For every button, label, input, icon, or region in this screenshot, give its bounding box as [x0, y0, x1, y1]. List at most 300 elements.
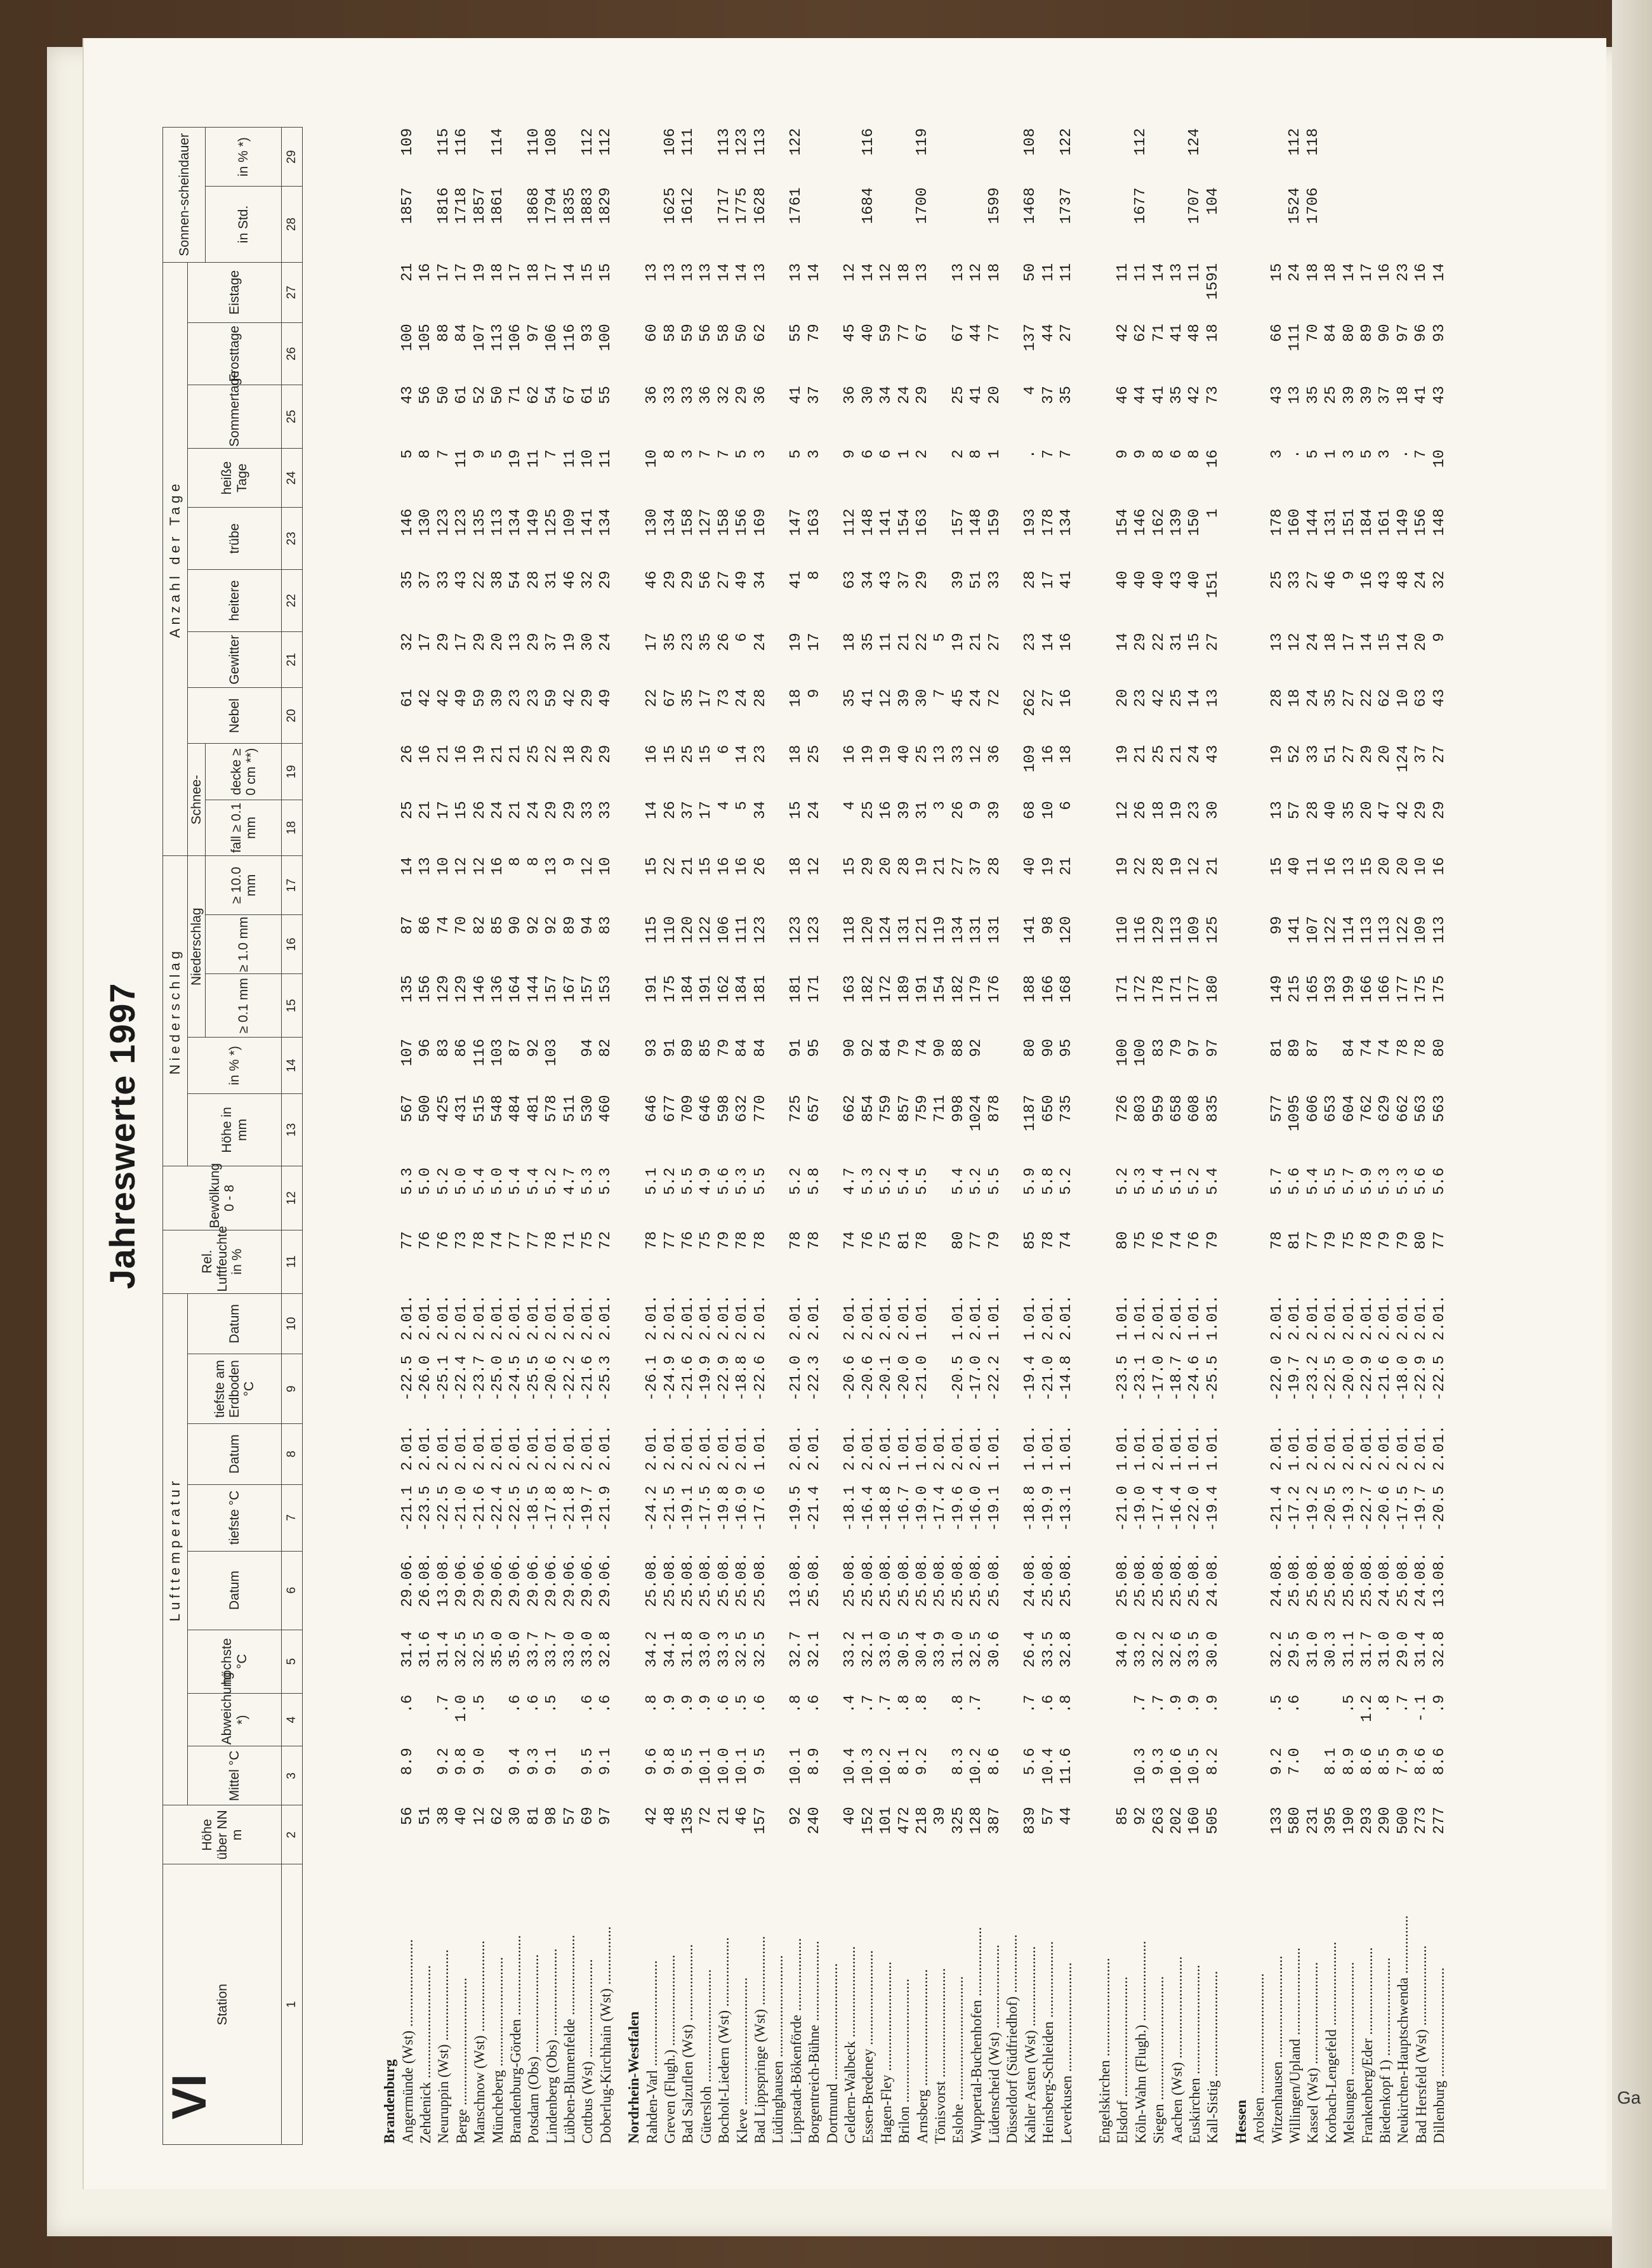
table-cell: .8 [788, 1694, 805, 1713]
table-cell [932, 448, 949, 507]
table-cell: 35.0 [507, 1631, 525, 1668]
table-cell [507, 127, 525, 186]
table-cell [1250, 1805, 1268, 1864]
table-cell: 10 [1040, 801, 1057, 820]
region-label: Nordrhein-Westfalen [626, 2011, 642, 2144]
table-cell: -22.5 [399, 1355, 417, 1401]
table-cell [1096, 1746, 1114, 1805]
table-cell: 15 [1359, 857, 1376, 876]
table-cell [823, 1805, 841, 1864]
table-cell [1250, 631, 1268, 687]
station-name: Angermünde (Wst) ........................ [399, 1939, 416, 2144]
table-cell: 29 [1413, 801, 1431, 820]
table-cell: 113 [751, 128, 769, 156]
table-cell [561, 1038, 579, 1093]
table-cell: 29.06. [561, 1552, 579, 1607]
table-cell [823, 631, 841, 687]
table-cell [1096, 322, 1114, 385]
table-cell: -23.2 [1304, 1355, 1322, 1401]
table-cell [823, 186, 841, 261]
table-cell: 16 [417, 263, 435, 282]
table-cell [1096, 385, 1114, 448]
table-cell: 80 [1413, 1231, 1431, 1249]
table-cell: 141 [1022, 916, 1040, 944]
table-cell: 40 [1150, 570, 1168, 590]
table-cell [1250, 1694, 1268, 1747]
table-cell: 25 [399, 801, 417, 820]
table-cell [1250, 1038, 1268, 1093]
table-cell: 5.2 [661, 1167, 679, 1196]
table-cell: 28 [751, 689, 769, 708]
table-cell: 118 [842, 916, 859, 944]
table-cell: 17 [805, 633, 823, 652]
table-cell [1250, 507, 1268, 569]
table-cell: 21 [489, 744, 507, 763]
table-cell: 39 [489, 689, 507, 708]
table-cell: 12 [1286, 633, 1304, 652]
table-cell [769, 127, 787, 186]
table-cell: 1861 [489, 187, 507, 224]
table-cell: 157 [579, 975, 597, 1003]
table-cell: 5.3 [399, 1167, 417, 1196]
table-cell: 18 [525, 263, 543, 282]
table-cell: 80 [1114, 1231, 1132, 1249]
table-cell: 76 [417, 1231, 435, 1249]
table-cell: 79 [1204, 1231, 1222, 1249]
table-cell: 79 [715, 1038, 733, 1057]
table-cell [1096, 1694, 1114, 1747]
table-cell: 98 [1040, 916, 1057, 935]
table-cell: -21.4 [1269, 1486, 1286, 1532]
table-cell: .6 [525, 1694, 543, 1713]
table-cell: 12 [1186, 857, 1204, 876]
table-cell: -19.0 [914, 1486, 932, 1532]
table-cell: 5.2 [543, 1167, 561, 1196]
table-cell: 20 [878, 857, 895, 876]
table-cell [1096, 127, 1114, 186]
table-cell: -19.1 [679, 1486, 697, 1532]
table-cell: 7 [932, 689, 949, 698]
table-cell: 5 [489, 449, 507, 459]
table-cell: 5.2 [1114, 1167, 1132, 1196]
table-cell [1250, 1484, 1268, 1551]
table-cell: 29 [597, 570, 615, 590]
table-cell: 8.9 [805, 1748, 823, 1776]
table-cell: 646 [697, 1095, 715, 1123]
table-cell: 10.3 [859, 1748, 877, 1784]
table-cell: 135 [679, 1807, 697, 1835]
table-cell: 93 [1431, 324, 1448, 343]
table-cell: 2.01. [1150, 1425, 1168, 1471]
table-cell: 21 [417, 801, 435, 820]
table-cell: 15 [453, 801, 471, 820]
table-cell: 61 [399, 689, 417, 708]
table-cell: -16.4 [1168, 1486, 1186, 1532]
station-name: Berge ................................... [453, 1977, 470, 2144]
table-cell: 83 [435, 1038, 453, 1057]
table-cell: -20.0 [1340, 1355, 1358, 1401]
table-cell: 9.3 [1150, 1748, 1168, 1776]
table-cell: 37 [968, 857, 986, 876]
table-cell: -25.0 [489, 1355, 507, 1401]
table-cell: 95 [805, 1038, 823, 1057]
table-cell: 122 [1323, 916, 1340, 944]
table-cell: 19 [949, 633, 967, 652]
table-row [1132, 127, 1150, 2145]
table-cell: 16 [1377, 263, 1394, 282]
group-gap [1086, 127, 1096, 2145]
table-cell [417, 186, 435, 261]
table-cell: 759 [914, 1095, 932, 1123]
table-cell: 34 [751, 570, 769, 590]
table-cell: 1857 [471, 187, 489, 224]
table-cell: 98 [543, 1807, 561, 1826]
table-cell: 51 [417, 1807, 435, 1826]
table-cell: 29 [679, 570, 697, 590]
table-cell: .6 [1040, 1694, 1057, 1713]
table-cell: 23 [1186, 801, 1204, 820]
table-cell: 25 [1269, 570, 1286, 590]
table-cell [1003, 448, 1021, 507]
table-row [1340, 127, 1358, 2145]
table-cell: 44 [1058, 1807, 1076, 1826]
table-cell: 156 [1413, 508, 1431, 536]
table-cell: 17 [435, 801, 453, 820]
table-cell: 5.2 [435, 1167, 453, 1196]
table-cell: 4 [842, 801, 859, 810]
table-row [751, 127, 769, 2145]
table-cell: 2.01. [1394, 1425, 1412, 1471]
table-cell: 175 [1413, 975, 1431, 1003]
table-cell [932, 1166, 949, 1230]
table-cell: 24.08. [1377, 1552, 1394, 1607]
table-cell: .9 [1204, 1694, 1222, 1713]
table-cell: 1.01. [1040, 1425, 1057, 1471]
table-cell: 4 [1022, 386, 1040, 395]
table-cell: 151 [1204, 570, 1222, 598]
table-cell: .8 [914, 1694, 932, 1713]
table-cell [1250, 127, 1268, 186]
table-cell: 62 [489, 1807, 507, 1826]
table-cell: 16 [417, 744, 435, 763]
table-cell: 96 [1413, 324, 1431, 343]
table-cell [932, 1293, 949, 1354]
table-cell: 5.3 [579, 1167, 597, 1196]
table-cell: 19 [1168, 801, 1186, 820]
table-cell: 171 [805, 975, 823, 1003]
table-cell [769, 915, 787, 974]
table-cell: 166 [1359, 975, 1376, 1003]
table-cell: 110 [525, 128, 543, 156]
table-cell: 2.01. [1394, 1295, 1412, 1341]
table-cell: 134 [597, 508, 615, 536]
table-cell: 12 [453, 857, 471, 876]
header-nied-1: ≥ 1.0 mm [206, 915, 282, 974]
table-cell: 40 [1022, 857, 1040, 876]
table-cell: 38 [489, 570, 507, 590]
table-cell [1096, 1354, 1114, 1424]
table-cell: 3 [932, 801, 949, 810]
table-cell: 59 [679, 324, 697, 343]
station-name: Lippstadt-Bökenförde .................... [788, 1938, 804, 2144]
table-cell [895, 186, 913, 261]
table-cell: 7.0 [1286, 1748, 1304, 1776]
table-cell: 17 [644, 633, 661, 652]
table-cell: 5.4 [1150, 1167, 1168, 1196]
table-cell: 78 [751, 1231, 769, 1249]
table-cell: 25.08. [842, 1552, 859, 1607]
table-row [1096, 127, 1114, 2145]
table-cell: 759 [878, 1095, 895, 1123]
table-cell: 1.2 [1359, 1694, 1376, 1722]
table-cell: .7 [968, 1694, 986, 1713]
table-cell: 563 [1431, 1095, 1448, 1123]
table-cell: .9 [1168, 1694, 1186, 1713]
table-cell: 1591 [1204, 263, 1222, 300]
table-cell: 21 [1168, 744, 1186, 763]
table-cell: 78 [914, 1231, 932, 1249]
table-row [1150, 127, 1168, 2145]
table-cell: 19 [471, 744, 489, 763]
table-cell: 580 [1286, 1807, 1304, 1835]
table-cell [1096, 856, 1114, 915]
table-cell: 184 [679, 975, 697, 1003]
table-cell: 30.5 [895, 1631, 913, 1668]
table-cell: 25.08. [805, 1552, 823, 1607]
table-cell: 1.01. [1132, 1425, 1150, 1471]
table-cell: 25.08. [949, 1552, 967, 1607]
column-number: 28 [282, 187, 303, 262]
table-cell: 84 [751, 1038, 769, 1057]
table-cell: -20.6 [859, 1355, 877, 1401]
table-cell [769, 1166, 787, 1230]
table-cell: 40 [1286, 857, 1304, 876]
table-cell: 29 [1431, 801, 1448, 820]
table-cell: 86 [453, 1038, 471, 1057]
table-cell: 1095 [1286, 1095, 1304, 1131]
table-cell: 74 [489, 1231, 507, 1249]
table-cell: 148 [859, 508, 877, 536]
table-cell: 31 [914, 801, 932, 820]
table-cell: 34.2 [644, 1631, 661, 1668]
table-cell: 26 [661, 801, 679, 820]
table-cell: 21 [968, 633, 986, 652]
table-cell: 9.2 [1269, 1748, 1286, 1776]
table-cell [1377, 127, 1394, 186]
table-cell: 78 [734, 1231, 751, 1249]
table-cell: 653 [1323, 1095, 1340, 1123]
table-cell: .6 [579, 1694, 597, 1713]
table-cell: .6 [399, 1694, 417, 1713]
table-cell [1250, 322, 1268, 385]
table-cell: 34 [878, 386, 895, 404]
table-cell: 18 [1304, 263, 1322, 282]
table-cell: 149 [1394, 508, 1412, 536]
table-cell: 35 [1168, 386, 1186, 404]
table-cell: 8.6 [1413, 1748, 1431, 1776]
table-cell: 32 [1431, 570, 1448, 590]
table-cell: 50 [489, 386, 507, 404]
station-name: Wuppertal-Buchenhofen ................... [968, 1927, 984, 2144]
table-cell: 16 [489, 857, 507, 876]
station-name: Kleve ................................... [734, 1977, 750, 2144]
table-cell: 14 [1340, 263, 1358, 282]
table-cell [1096, 800, 1114, 855]
table-cell [1358, 127, 1376, 186]
table-cell: 12 [842, 263, 859, 282]
table-cell [769, 1293, 787, 1354]
column-number: 27 [282, 262, 303, 322]
table-cell: 41 [1168, 324, 1186, 343]
table-cell: -19.8 [715, 1486, 733, 1532]
table-cell: 29 [597, 744, 615, 763]
station-name: Arnsberg ................................ [914, 1969, 930, 2144]
table-cell: 11 [1058, 263, 1076, 282]
column-number: 22 [282, 570, 303, 632]
table-cell [986, 1694, 1003, 1747]
table-cell: 112 [1132, 128, 1150, 156]
table-cell: 87 [507, 1038, 525, 1057]
table-cell: 2.01. [679, 1295, 697, 1341]
table-cell [932, 1230, 949, 1293]
station-name: Elsdorf ................................. [1114, 1976, 1131, 2144]
table-cell: 129 [435, 975, 453, 1003]
table-cell: 5 [932, 633, 949, 642]
column-number: 1 [282, 1864, 303, 2145]
table-cell: 484 [507, 1095, 525, 1123]
table-cell: 16 [1058, 689, 1076, 708]
station-name: Neukirchen-Hauptschwenda ................ [1395, 1915, 1411, 2144]
table-cell [1250, 1093, 1268, 1166]
table-cell: 62 [525, 386, 543, 404]
header-nebel: Nebel [188, 688, 282, 744]
table-cell: -21.5 [661, 1486, 679, 1532]
table-cell: 40 [1323, 801, 1340, 820]
table-cell: 25.08. [986, 1552, 1003, 1607]
table-cell: 54 [543, 386, 561, 404]
table-cell: 5.4 [525, 1167, 543, 1196]
table-cell: 166 [1040, 975, 1057, 1003]
table-cell: 2.01. [525, 1295, 543, 1341]
table-cell: 15 [1186, 633, 1204, 652]
table-cell: 50 [435, 386, 453, 404]
station-name: Potsdam (Obs) ........................... [525, 1954, 542, 2144]
table-cell: 90 [507, 916, 525, 935]
table-cell: 109 [561, 508, 579, 536]
table-cell: 839 [1022, 1807, 1040, 1835]
table-cell [1250, 385, 1268, 448]
table-cell: -16.9 [734, 1486, 751, 1532]
table-cell: 5.6 [1286, 1167, 1304, 1196]
table-cell: 1706 [1304, 187, 1322, 224]
table-cell: 27 [1431, 744, 1448, 763]
table-cell: -19.7 [1413, 1486, 1431, 1532]
table-cell: 160 [1286, 508, 1304, 536]
table-cell: 31.7 [1359, 1631, 1376, 1668]
table-cell [1268, 186, 1286, 261]
table-cell: 9.3 [525, 1748, 543, 1776]
table-cell: 11 [1304, 857, 1322, 876]
table-cell: -23.1 [1132, 1355, 1150, 1401]
table-row [1168, 127, 1186, 2145]
table-cell: 42 [435, 689, 453, 708]
table-cell: 1024 [968, 1095, 986, 1131]
table-cell: 25.08. [1359, 1552, 1376, 1607]
table-row [1250, 127, 1268, 2145]
table-row [1040, 127, 1057, 2145]
table-row [579, 127, 597, 2145]
table-cell: 5.7 [1269, 1167, 1286, 1196]
table-cell: 113 [1431, 916, 1448, 944]
table-header [162, 127, 303, 2145]
table-cell: 52 [1286, 744, 1304, 763]
table-cell: 42 [1186, 386, 1204, 404]
table-cell: -21.6 [679, 1355, 697, 1401]
table-cell: 25.08. [1150, 1552, 1168, 1607]
table-cell: 39 [1359, 386, 1376, 404]
table-cell: 41 [1150, 386, 1168, 404]
column-number: 26 [282, 323, 303, 385]
table-cell: 24.08. [1413, 1552, 1431, 1607]
table-cell: 5.4 [949, 1167, 967, 1196]
table-cell: 25 [1168, 689, 1186, 708]
table-cell: 43 [1269, 386, 1286, 404]
table-cell: 30.4 [914, 1631, 932, 1668]
table-cell: 116 [561, 324, 579, 352]
table-cell: 73 [453, 1231, 471, 1249]
table-cell: 67 [561, 386, 579, 404]
table-cell: 100 [1132, 1038, 1150, 1067]
table-cell: 16 [734, 857, 751, 876]
header-truebe: trübe [188, 508, 282, 570]
table-cell: 151 [1340, 508, 1358, 536]
table-cell: -22.0 [1269, 1355, 1286, 1401]
table-cell [1340, 186, 1358, 261]
table-cell [1114, 1746, 1132, 1805]
station-name: Kall-Sistig ............................. [1205, 1970, 1221, 2144]
table-cell: -22.0 [1186, 1486, 1204, 1532]
table-cell [823, 744, 841, 800]
table-cell [949, 127, 967, 186]
table-cell: 43 [1377, 570, 1394, 590]
table-cell [1096, 1093, 1114, 1166]
station-name: Heinsberg-Schleiden ..................... [1040, 1941, 1057, 2144]
table-cell [823, 569, 841, 631]
table-cell: 6 [734, 633, 751, 642]
table-cell: 18 [1150, 801, 1168, 820]
table-cell: 25.08. [1058, 1552, 1076, 1607]
table-cell: 1 [895, 449, 913, 459]
table-cell: .6 [805, 1694, 823, 1713]
header-tiefste-erdboden: tiefste am Erdboden °C [188, 1354, 282, 1424]
table-cell: 9.2 [914, 1748, 932, 1776]
table-cell: 124 [878, 916, 895, 944]
table-cell: 35 [399, 570, 417, 590]
table-cell: 658 [1168, 1095, 1186, 1123]
station-name: Borgentreich-Bühne ...................... [806, 1941, 823, 2144]
table-cell: 30 [914, 689, 932, 708]
table-cell: 3 [679, 449, 697, 459]
table-cell: 141 [878, 508, 895, 536]
table-cell: 144 [525, 975, 543, 1003]
table-cell [1114, 1694, 1132, 1747]
table-cell: 32.7 [788, 1631, 805, 1668]
table-cell [1096, 688, 1114, 744]
table-cell: 49 [597, 689, 615, 708]
table-cell: -22.3 [805, 1355, 823, 1401]
table-cell: 139 [1168, 508, 1186, 536]
table-cell: 263 [1150, 1807, 1168, 1835]
